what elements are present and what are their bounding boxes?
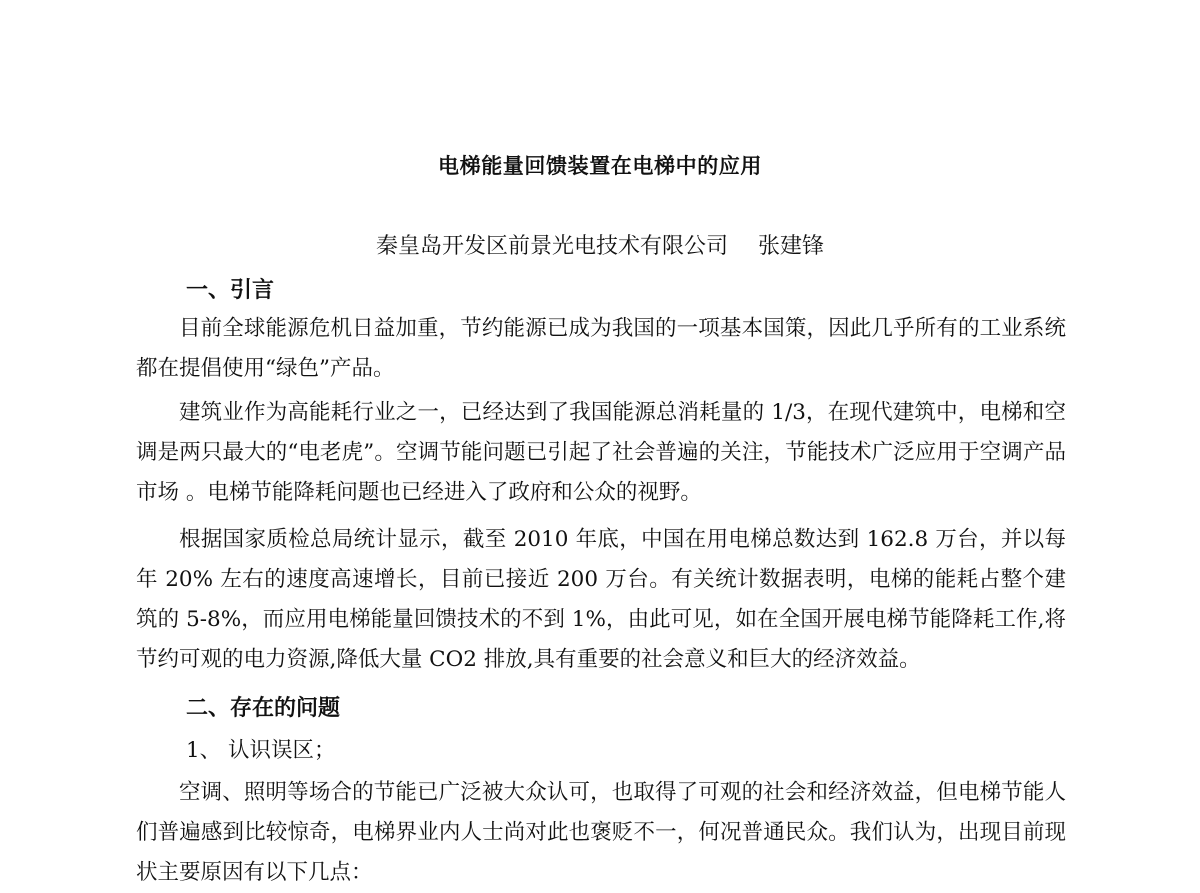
- author-name: 张建锋: [758, 234, 825, 259]
- paragraph: 根据国家质检总局统计显示，截至 2010 年底，中国在用电梯总数达到 162.8 万台，并以每年 20% 左右的速度高速增长，目前已接近 200 万台。有关统计数据表明，电梯的能耗占整个建筑的 5-8%，而应用电梯能量回馈技术的不到 1%，由此可见，如在全国开展电梯节能降耗工作,将节约可观的电力资源,降低大量 CO2 排放,具有重要的社会意义和巨大的经济效益。: [136, 527, 1066, 672]
- section-heading-introduction: 一、引言: [186, 278, 275, 303]
- paragraph: 建筑业作为高能耗行业之一，已经达到了我国能源总消耗量的 1/3，在现代建筑中，电梯和空调是两只最大的“电老虎”。空调节能问题已引起了社会普遍的关注，节能技术广泛应用于空调产品市场 。电梯节能降耗问题也已经进入了政府和公众的视野。: [136, 400, 1066, 505]
- list-item: 1、 认识误区；: [186, 738, 336, 763]
- paragraph: 目前全球能源危机日益加重，节约能源已成为我国的一项基本国策，因此几乎所有的工业系统都在提倡使用“绿色”产品。: [136, 316, 1066, 381]
- paragraph: 空调、照明等场合的节能已广泛被大众认可，也取得了可观的社会和经济效益，但电梯节能人们普遍感到比较惊奇，电梯界业内人士尚对此也褒贬不一，何况普通民众。我们认为，出现目前现状主要原因有以下几点：: [136, 780, 1066, 885]
- author-organization: 秦皇岛开发区前景光电技术有限公司: [375, 234, 728, 259]
- document-title: 电梯能量回馈装置在电梯中的应用: [438, 154, 762, 178]
- author-line: [0, 232, 1200, 262]
- section-heading-problems: 二、存在的问题: [186, 696, 341, 721]
